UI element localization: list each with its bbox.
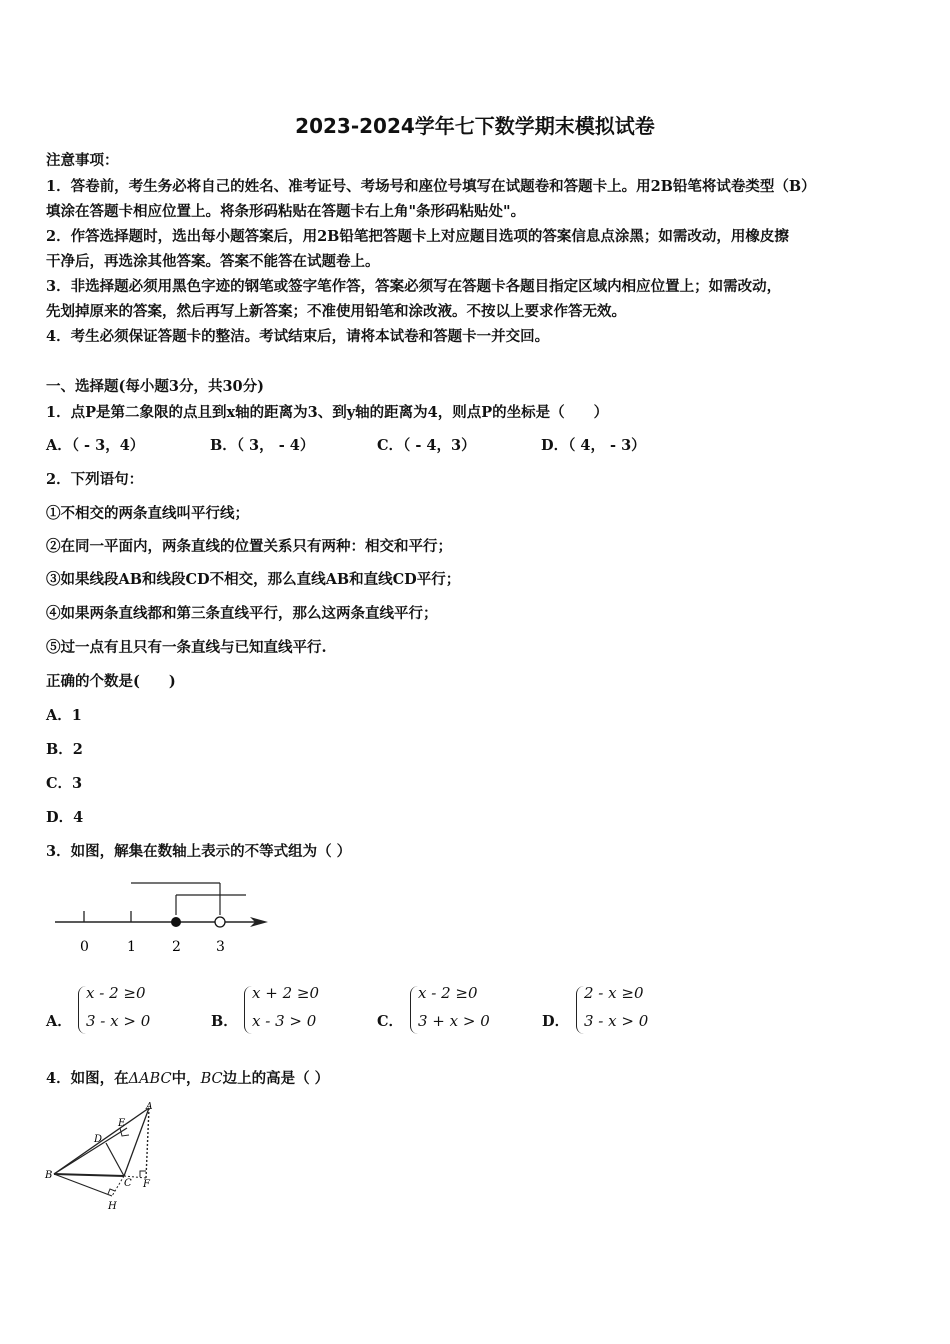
label-c: C: [124, 1178, 132, 1189]
notes-heading: 注意事项：: [46, 152, 119, 169]
label-a: A: [146, 1102, 153, 1112]
note-line: 3．非选择题必须用黑色字迹的钢笔或签字笔作答，答案必须写在答题卡各题目指定区域内相应位置上；如需改动，: [46, 278, 782, 295]
q2-option-c[interactable]: C．3: [46, 775, 83, 792]
axis-label-3: 3: [216, 939, 225, 955]
q2-item: ①不相交的两条直线叫平行线；: [46, 505, 249, 522]
number-line-figure: [50, 875, 280, 960]
inequality: 2 - x ≥0: [584, 984, 644, 1002]
brace-icon: [78, 986, 86, 1034]
closed-point-2: [171, 917, 181, 927]
q1-option-d[interactable]: D．（ 4， - 3）: [541, 437, 646, 454]
axis-label-2: 2: [172, 939, 181, 955]
right-angle-mark: [140, 1171, 146, 1177]
q3-option-c-system[interactable]: [410, 984, 500, 1036]
segment-be: [54, 1128, 127, 1174]
q3-option-b-label[interactable]: B．: [211, 1013, 238, 1030]
q3-option-c-label[interactable]: C．: [377, 1013, 404, 1030]
axis-label-1: 1: [127, 939, 136, 955]
q2-option-a[interactable]: A．1: [46, 707, 82, 724]
brace-icon: [244, 986, 252, 1034]
inequality: x + 2 ≥0: [252, 984, 319, 1002]
label-e: E: [118, 1118, 126, 1129]
note-line: 2．作答选择题时，选出每小题答案后，用2B铅笔把答题卡上对应题目选项的答案信息点涂黑；如需改动，用橡皮擦: [46, 228, 789, 245]
q2-question: 正确的个数是( ): [46, 673, 176, 690]
q1-stem: 1．点P是第二象限的点且到x轴的距离为3、到y轴的距离为4，则点P的坐标是（ ）: [46, 404, 609, 421]
note-line: 干净后，再选涂其他答案。答案不能答在试题卷上。: [46, 253, 380, 270]
inequality: x - 2 ≥0: [86, 984, 146, 1002]
triangle-figure: [40, 1098, 170, 1218]
note-line: 填涂在答题卡相应位置上。将条形码粘贴在答题卡右上角"条形码粘贴处"。: [46, 203, 526, 220]
brace-icon: [576, 986, 584, 1034]
section-heading: 一、选择题(每小题3分，共30分): [46, 378, 264, 395]
inequality: x - 3 > 0: [252, 1012, 317, 1030]
label-d: D: [94, 1134, 103, 1145]
q1-option-b[interactable]: B．（ 3， - 4）: [210, 437, 315, 454]
q3-option-b-system[interactable]: [244, 984, 334, 1036]
q3-option-a-label[interactable]: A．: [46, 1013, 72, 1030]
brace-icon: [410, 986, 418, 1034]
q3-option-a-system[interactable]: [78, 984, 168, 1036]
q2-item: ④如果两条直线都和第三条直线平行，那么这两条直线平行；: [46, 605, 438, 622]
label-f: F: [143, 1179, 150, 1190]
q4-triangle: ΔABC: [128, 1071, 172, 1087]
q1-option-c[interactable]: C．（ - 4，3）: [377, 437, 476, 454]
q4-stem: [46, 1067, 329, 1088]
q2-item: ⑤过一点有且只有一条直线与已知直线平行.: [46, 639, 327, 656]
segment-af: [146, 1108, 149, 1178]
right-angle-mark: [108, 1189, 115, 1194]
q4-stem-mid: 中，: [171, 1070, 201, 1087]
q3-stem: 3．如图，解集在数轴上表示的不等式组为（ ）: [46, 843, 352, 860]
q2-item: ③如果线段AB和线段CD不相交，那么直线AB和直线CD平行；: [46, 571, 461, 588]
q2-item: ②在同一平面内，两条直线的位置关系只有两种：相交和平行；: [46, 538, 452, 555]
note-line: 先划掉原来的答案，然后再写上新答案；不准使用铅笔和涂改液。不按以上要求作答无效。: [46, 303, 626, 320]
page-title: 2023-2024学年七下数学期末模拟试卷: [295, 114, 655, 138]
q4-stem-suffix: 边上的高是（ ）: [222, 1070, 330, 1087]
note-line: 1．答卷前，考生务必将自己的姓名、准考证号、考场号和座位号填写在试题卷和答题卡上。用2B铅笔将试卷类型（B）: [46, 178, 816, 195]
inequality: 3 - x > 0: [86, 1012, 151, 1030]
q2-stem: 2．下列语句：: [46, 471, 144, 488]
segment-ch: [112, 1176, 124, 1196]
open-point-3: [215, 917, 225, 927]
axis-label-0: 0: [80, 939, 89, 955]
q1-option-a[interactable]: A．（ - 3，4）: [46, 437, 145, 454]
inequality: 3 - x > 0: [584, 1012, 649, 1030]
segment-cd: [106, 1143, 124, 1176]
q4-side: BC: [200, 1071, 223, 1087]
q2-option-d[interactable]: D．4: [46, 809, 84, 826]
segment-ac: [124, 1108, 149, 1176]
segment-bc: [54, 1174, 124, 1176]
inequality: 3 + x > 0: [418, 1012, 490, 1030]
segment-bh: [54, 1174, 112, 1196]
inequality: x - 2 ≥0: [418, 984, 478, 1002]
q3-option-d-system[interactable]: [576, 984, 666, 1036]
note-line: 4．考生必须保证答题卡的整洁。考试结束后，请将本试卷和答题卡一并交回。: [46, 328, 550, 345]
q2-option-b[interactable]: B．2: [46, 741, 83, 758]
label-b: B: [45, 1170, 53, 1181]
q1-options: [0, 434, 950, 458]
label-h: H: [108, 1201, 117, 1212]
q3-option-d-label[interactable]: D．: [542, 1013, 570, 1030]
q4-stem-prefix: 4．如图，在: [46, 1070, 129, 1087]
